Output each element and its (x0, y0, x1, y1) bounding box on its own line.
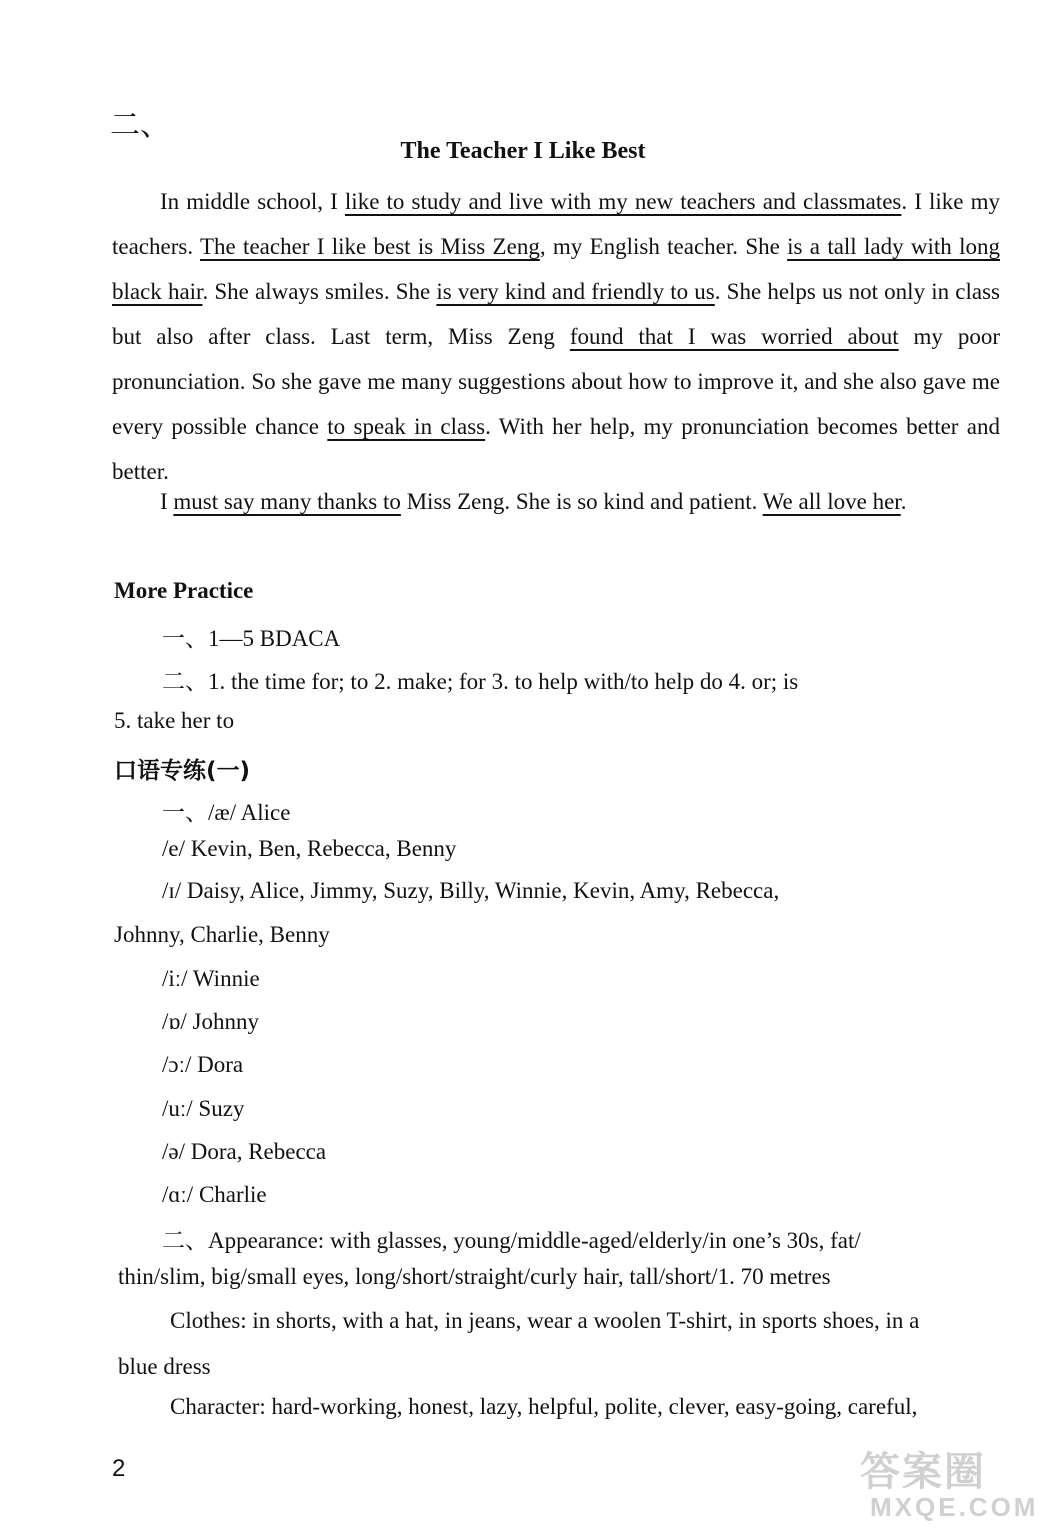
essay-underlined-phrase: to speak in class (327, 414, 486, 439)
essay-segment: . She always smiles. She (202, 279, 437, 304)
section-marker: 二、 (110, 108, 170, 143)
phonetic-line: /iː/ Winnie (162, 966, 260, 991)
phonetic-line: /ə/ Dora, Rebecca (162, 1139, 327, 1164)
page-number: 2 (112, 1455, 126, 1482)
essay-underlined-phrase: must say many thanks to (173, 489, 401, 514)
phonetic-line: /uː/ Suzy (162, 1096, 245, 1121)
essay-underlined-phrase: found that I was worried about (569, 324, 899, 349)
essay-underlined-phrase: is a tall lady with long black hair (112, 234, 1000, 304)
more-practice-answer-2: 二、1. the time for; to 2. make; for 3. to help with/to help do 4. or; is (162, 669, 799, 694)
essay-segment: I (160, 489, 174, 514)
more-practice-answer-2-cont: 5. take her to (114, 708, 235, 733)
clothes-line: Clothes: in shorts, with a hat, in jeans, wear a woolen T-shirt, in sports shoes, in a (170, 1308, 920, 1333)
phonetic-line: /ɔː/ Dora (162, 1052, 244, 1077)
essay-paragraph-2 (112, 479, 1000, 524)
essay-segment: Miss Zeng. She is so kind and patient. (400, 489, 763, 514)
essay-underlined-phrase: The teacher I like best is Miss Zeng (199, 234, 540, 259)
essay-underlined-phrase: is very kind and friendly to us (436, 279, 715, 304)
essay-segment: . With her help, my pronunciation becomes better and better. (112, 414, 1000, 484)
essay-segment: In middle school, I (160, 189, 345, 214)
essay-underlined-phrase: We all love her (762, 489, 901, 514)
phonetic-line: /e/ Kevin, Ben, Rebecca, Benny (162, 836, 457, 861)
appearance-line: 二、Appearance: with glasses, young/middle-aged/elderly/in one’s 30s, fat/ (162, 1228, 861, 1253)
essay-segment: , my English teacher. She (539, 234, 788, 259)
essay-paragraph-1 (112, 179, 1000, 494)
watermark-logo: 答案圈 (860, 1450, 986, 1494)
watermark-url: MXQE.COM (870, 1492, 1039, 1522)
essay-segment: . I like my teachers. (112, 189, 1000, 259)
character-line: Character: hard-working, honest, lazy, helpful, polite, clever, easy-going, careful, (170, 1394, 918, 1419)
phonetic-line: /ɪ/ Daisy, Alice, Jimmy, Suzy, Billy, Winnie, Kevin, Amy, Rebecca, (162, 878, 780, 903)
essay-title: The Teacher I Like Best (400, 138, 646, 164)
essay-segment: my poor pronunciation. So she gave me many suggestions about how to improve it, and she also gave me every possible chance (112, 324, 1001, 439)
phonetic-line: Johnny, Charlie, Benny (114, 922, 330, 947)
essay-segment: . (900, 489, 907, 514)
more-practice-answer-1: 一、1—5 BDACA (162, 626, 341, 651)
clothes-line-cont: blue dress (118, 1354, 211, 1379)
more-practice-heading: More Practice (114, 578, 254, 603)
phonetic-line: /ɒ/ Johnny (162, 1009, 260, 1034)
essay-underlined-phrase: like to study and live with my new teachers and classmates (344, 189, 902, 214)
phonetic-line: /ɑː/ Charlie (162, 1182, 267, 1207)
appearance-line-cont: thin/slim, big/small eyes, long/short/straight/curly hair, tall/short/1. 70 metres (118, 1264, 831, 1289)
oral-practice-heading: 口语专练(一) (114, 758, 251, 784)
phonetic-line: 一、/æ/ Alice (162, 800, 291, 825)
essay-segment: . She helps us not only in class but also after class. Last term, Miss Zeng (112, 279, 1000, 349)
